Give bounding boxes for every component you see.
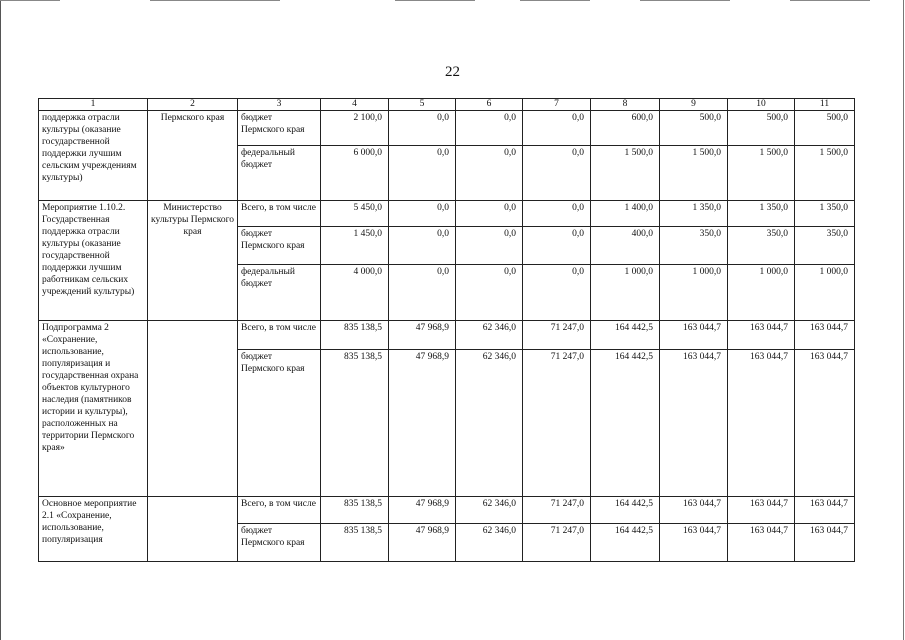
amount-cell: 835 138,5: [321, 350, 389, 497]
amount-cell: 1 350,0: [728, 201, 795, 227]
header-cell: 3: [238, 99, 321, 111]
amount-cell: 163 044,7: [795, 524, 855, 562]
amount-cell: 5 450,0: [321, 201, 389, 227]
header-cell: 5: [389, 99, 456, 111]
page-number: 22: [445, 64, 460, 80]
amount-cell: 1 500,0: [591, 146, 660, 201]
amount-cell: 163 044,7: [795, 350, 855, 497]
amount-cell: 0,0: [389, 265, 456, 321]
funding-source-cell: федеральный бюджет: [238, 265, 321, 321]
amount-cell: 500,0: [660, 111, 728, 146]
amount-cell: 163 044,7: [660, 350, 728, 497]
amount-cell: 62 346,0: [456, 497, 523, 524]
amount-cell: 350,0: [728, 227, 795, 265]
measure-name-cell: поддержка отрасли культуры (оказание государственной поддержки лучшим сельским учреждениям культуры): [39, 111, 148, 201]
amount-cell: 4 000,0: [321, 265, 389, 321]
amount-cell: 0,0: [456, 265, 523, 321]
amount-cell: 400,0: [591, 227, 660, 265]
amount-cell: 0,0: [389, 201, 456, 227]
amount-cell: 163 044,7: [728, 321, 795, 350]
amount-cell: 500,0: [728, 111, 795, 146]
measure-name-cell: Основное мероприятие 2.1 «Сохранение, использование, популяризация: [39, 497, 148, 562]
table-row: [39, 201, 855, 227]
executor-cell: [148, 497, 238, 562]
header-cell: 1: [39, 99, 148, 111]
header-row: [39, 99, 855, 111]
amount-cell: 47 968,9: [389, 524, 456, 562]
header-cell: 9: [660, 99, 728, 111]
budget-table: [38, 98, 855, 562]
amount-cell: 71 247,0: [523, 350, 591, 497]
funding-source-cell: бюджет Пермского края: [238, 227, 321, 265]
executor-cell: [148, 321, 238, 497]
amount-cell: 0,0: [523, 265, 591, 321]
amount-cell: 350,0: [660, 227, 728, 265]
amount-cell: 1 350,0: [795, 201, 855, 227]
executor-cell: Министерство культуры Пермского края: [148, 201, 238, 321]
table-row: [39, 321, 855, 350]
amount-cell: 47 968,9: [389, 497, 456, 524]
header-cell: 8: [591, 99, 660, 111]
funding-source-cell: бюджет Пермского края: [238, 111, 321, 146]
amount-cell: 0,0: [456, 146, 523, 201]
amount-cell: 6 000,0: [321, 146, 389, 201]
funding-source-cell: Всего, в том числе: [238, 497, 321, 524]
amount-cell: 164 442,5: [591, 497, 660, 524]
executor-cell: Пермского края: [148, 111, 238, 201]
amount-cell: 0,0: [456, 227, 523, 265]
amount-cell: 163 044,7: [660, 497, 728, 524]
amount-cell: 600,0: [591, 111, 660, 146]
header-cell: 6: [456, 99, 523, 111]
amount-cell: 0,0: [523, 111, 591, 146]
amount-cell: 0,0: [389, 227, 456, 265]
amount-cell: 1 000,0: [660, 265, 728, 321]
amount-cell: 835 138,5: [321, 524, 389, 562]
funding-source-cell: бюджет Пермского края: [238, 524, 321, 562]
amount-cell: 163 044,7: [660, 524, 728, 562]
amount-cell: 0,0: [389, 111, 456, 146]
scan-top-edge: [0, 0, 905, 2]
amount-cell: 1 000,0: [591, 265, 660, 321]
amount-cell: 1 000,0: [795, 265, 855, 321]
amount-cell: 1 400,0: [591, 201, 660, 227]
amount-cell: 0,0: [523, 227, 591, 265]
amount-cell: 62 346,0: [456, 321, 523, 350]
amount-cell: 163 044,7: [795, 321, 855, 350]
header-cell: 11: [795, 99, 855, 111]
header-cell: 2: [148, 99, 238, 111]
amount-cell: 1 350,0: [660, 201, 728, 227]
funding-source-cell: федеральный бюджет: [238, 146, 321, 201]
amount-cell: 835 138,5: [321, 321, 389, 350]
amount-cell: 0,0: [456, 201, 523, 227]
budget-table-body: [39, 99, 855, 562]
amount-cell: 2 100,0: [321, 111, 389, 146]
scan-edge-right: [903, 0, 904, 640]
amount-cell: 0,0: [456, 111, 523, 146]
amount-cell: 62 346,0: [456, 350, 523, 497]
amount-cell: 0,0: [523, 146, 591, 201]
table-row: [39, 111, 855, 146]
measure-name-cell: Подпрограмма 2 «Сохранение, использование, популяризация и государственная охрана объектов культурного наследия (памятников истории и культуры), расположенных на территории Пермского края»: [39, 321, 148, 497]
amount-cell: 62 346,0: [456, 524, 523, 562]
amount-cell: 350,0: [795, 227, 855, 265]
amount-cell: 163 044,7: [728, 350, 795, 497]
amount-cell: 164 442,5: [591, 524, 660, 562]
amount-cell: 0,0: [389, 146, 456, 201]
amount-cell: 0,0: [523, 201, 591, 227]
amount-cell: 163 044,7: [660, 321, 728, 350]
amount-cell: 71 247,0: [523, 524, 591, 562]
amount-cell: 71 247,0: [523, 321, 591, 350]
amount-cell: 1 000,0: [728, 265, 795, 321]
amount-cell: 47 968,9: [389, 350, 456, 497]
amount-cell: 163 044,7: [728, 524, 795, 562]
amount-cell: 500,0: [795, 111, 855, 146]
funding-source-cell: Всего, в том числе: [238, 201, 321, 227]
amount-cell: 163 044,7: [728, 497, 795, 524]
header-cell: 7: [523, 99, 591, 111]
scan-edge-left: [0, 0, 1, 640]
amount-cell: 164 442,5: [591, 350, 660, 497]
header-cell: 10: [728, 99, 795, 111]
amount-cell: 1 450,0: [321, 227, 389, 265]
funding-source-cell: Всего, в том числе: [238, 321, 321, 350]
header-cell: 4: [321, 99, 389, 111]
table-row: [39, 497, 855, 524]
amount-cell: 1 500,0: [728, 146, 795, 201]
measure-name-cell: Мероприятие 1.10.2. Государственная поддержка отрасли культуры (оказание государственной поддержки лучшим работникам сельских учреждений культуры): [39, 201, 148, 321]
amount-cell: 1 500,0: [660, 146, 728, 201]
amount-cell: 71 247,0: [523, 497, 591, 524]
funding-source-cell: бюджет Пермского края: [238, 350, 321, 497]
amount-cell: 47 968,9: [389, 321, 456, 350]
amount-cell: 163 044,7: [795, 497, 855, 524]
amount-cell: 1 500,0: [795, 146, 855, 201]
amount-cell: 835 138,5: [321, 497, 389, 524]
amount-cell: 164 442,5: [591, 321, 660, 350]
